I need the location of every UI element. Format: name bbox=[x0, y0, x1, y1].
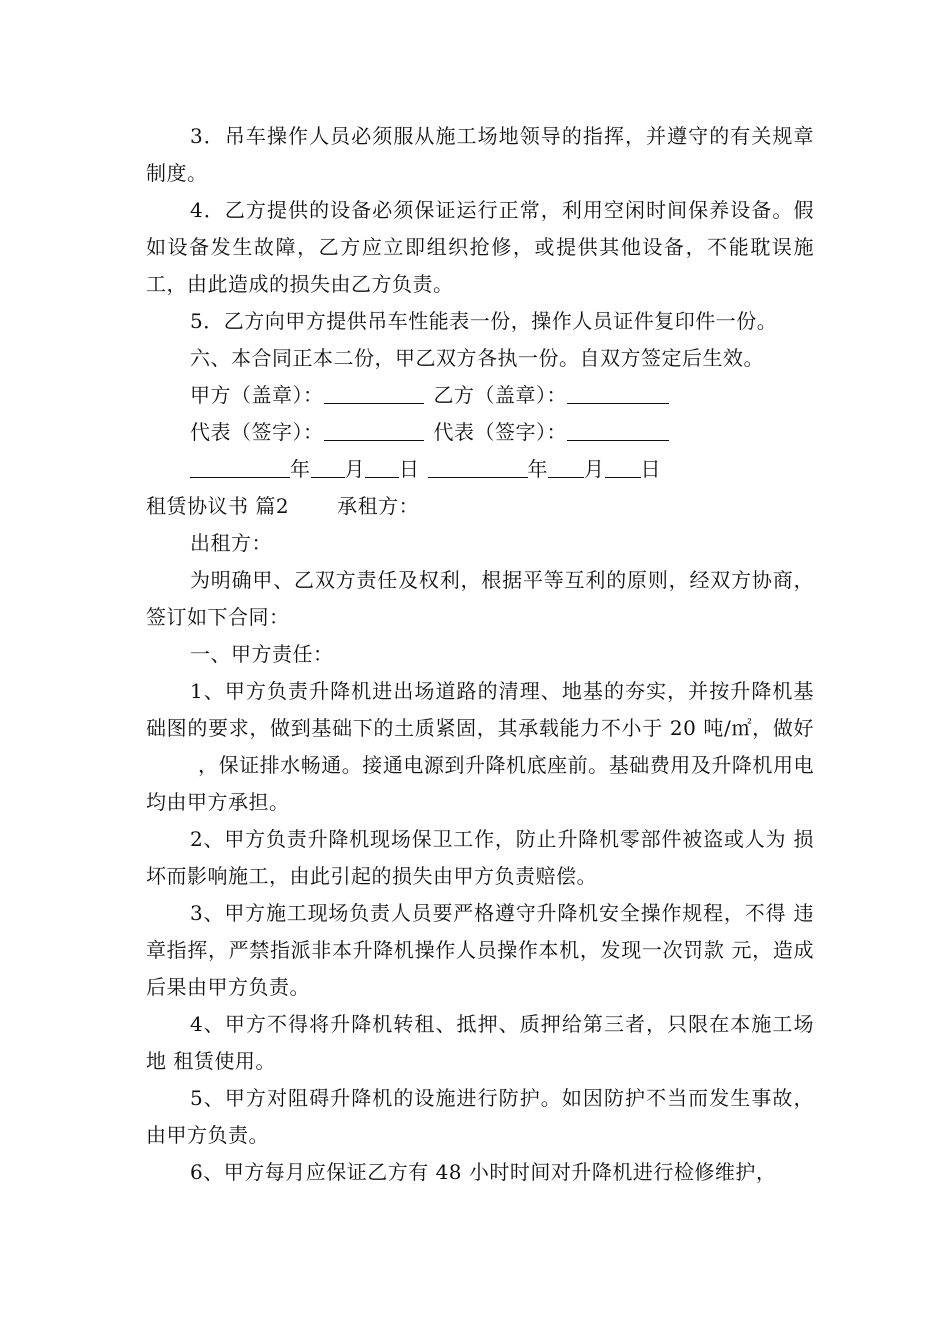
party-a-seal-label: 甲方（盖章）： bbox=[190, 383, 324, 407]
duty-5-paragraph: 5、甲方对阻碍升降机的设施进行防护。如因防护不当而发生事故， 由甲方负责。 bbox=[146, 1086, 814, 1147]
date-b-month-label: 月 bbox=[584, 457, 605, 481]
seal-row bbox=[146, 377, 814, 414]
date-a-month-label: 月 bbox=[344, 457, 365, 481]
date-row bbox=[146, 451, 814, 488]
date-a-year-label: 年 bbox=[290, 457, 311, 481]
lessee-label: 承租方： bbox=[337, 494, 420, 518]
rep-b-sign-blank bbox=[567, 418, 669, 441]
clause-5-paragraph: 5．乙方向甲方提供吊车性能表一份，操作人员证件复印件一份。 bbox=[190, 309, 778, 333]
duty-6-paragraph: 6、甲方每月应保证乙方有 48 小时时间对升降机进行检修维护， bbox=[190, 1160, 777, 1184]
date-b-day-blank bbox=[605, 455, 641, 478]
rep-a-sign-blank bbox=[324, 418, 424, 441]
date-a-year-blank bbox=[190, 455, 290, 478]
sign-row bbox=[146, 414, 814, 451]
date-a-day-label: 日 bbox=[399, 457, 420, 481]
lessor-label: 出租方： bbox=[190, 531, 272, 555]
rep-b-sign-label: 代表（签字）： bbox=[433, 420, 567, 444]
party-b-seal-blank bbox=[567, 381, 669, 404]
party-a-seal-blank bbox=[324, 381, 424, 404]
date-b-year-blank bbox=[428, 455, 528, 478]
rep-a-sign-label: 代表（签字）： bbox=[190, 420, 324, 444]
duty-1-text-start: 1、甲方负责升降机进出场道路的清理、地基的夯实，并按升降机基础图的要求，做到基础下的土质紧固，其承载能力不小于 20 吨/㎡，做好 bbox=[146, 679, 814, 740]
date-b-day-label: 日 bbox=[640, 457, 661, 481]
date-b-year-label: 年 bbox=[527, 457, 548, 481]
date-a-month-blank bbox=[311, 455, 345, 478]
clause-3-paragraph: 3．吊车操作人员必须服从施工场地领导的指挥，并遵守的有关规章制度。 bbox=[146, 124, 814, 185]
date-b-month-blank bbox=[548, 455, 584, 478]
duty-4-paragraph: 4、甲方不得将升降机转租、抵押、质押给第三者，只限在本施工场地 租赁使用。 bbox=[146, 1012, 814, 1073]
party-b-seal-label: 乙方（盖章）： bbox=[433, 383, 567, 407]
duty-1-paragraph bbox=[146, 673, 814, 821]
clause-six-paragraph: 六、本合同正本二份，甲乙双方各执一份。自双方签定后生效。 bbox=[190, 346, 764, 370]
duty-1-text-end: ，保证排水畅通。接通电源到升降机底座前。基础费用及升降机用电均由甲方承担。 bbox=[146, 753, 814, 814]
duty-2-paragraph: 2、甲方负责升降机现场保卫工作，防止升降机零部件被盗或人为 损坏而影响施工，由此引起的损失由甲方负责赔偿。 bbox=[146, 827, 814, 888]
party-a-duties-heading: 一、甲方责任： bbox=[190, 642, 334, 666]
date-a-day-blank bbox=[365, 455, 399, 478]
duty-3-paragraph: 3、甲方施工现场负责人员要严格遵守升降机安全操作规程，不得 违章指挥，严禁指派非本升降机操作人员操作本机，发现一次罚款 元，造成后果由甲方负责。 bbox=[146, 901, 814, 999]
section-2-title: 租赁协议书 篇2 bbox=[146, 494, 290, 518]
section-2-heading-row bbox=[146, 488, 814, 525]
preamble-paragraph: 为明确甲、乙双方责任及权利，根据平等互利的原则，经双方协商， 签订如下合同： bbox=[146, 568, 814, 629]
clause-4-paragraph: 4．乙方提供的设备必须保证运行正常，利用空闲时间保养设备。假如设备发生故障，乙方应立即组织抢修，或提供其他设备，不能耽误施工，由此造成的损失由乙方负责。 bbox=[146, 198, 814, 296]
document-body bbox=[146, 118, 814, 1191]
